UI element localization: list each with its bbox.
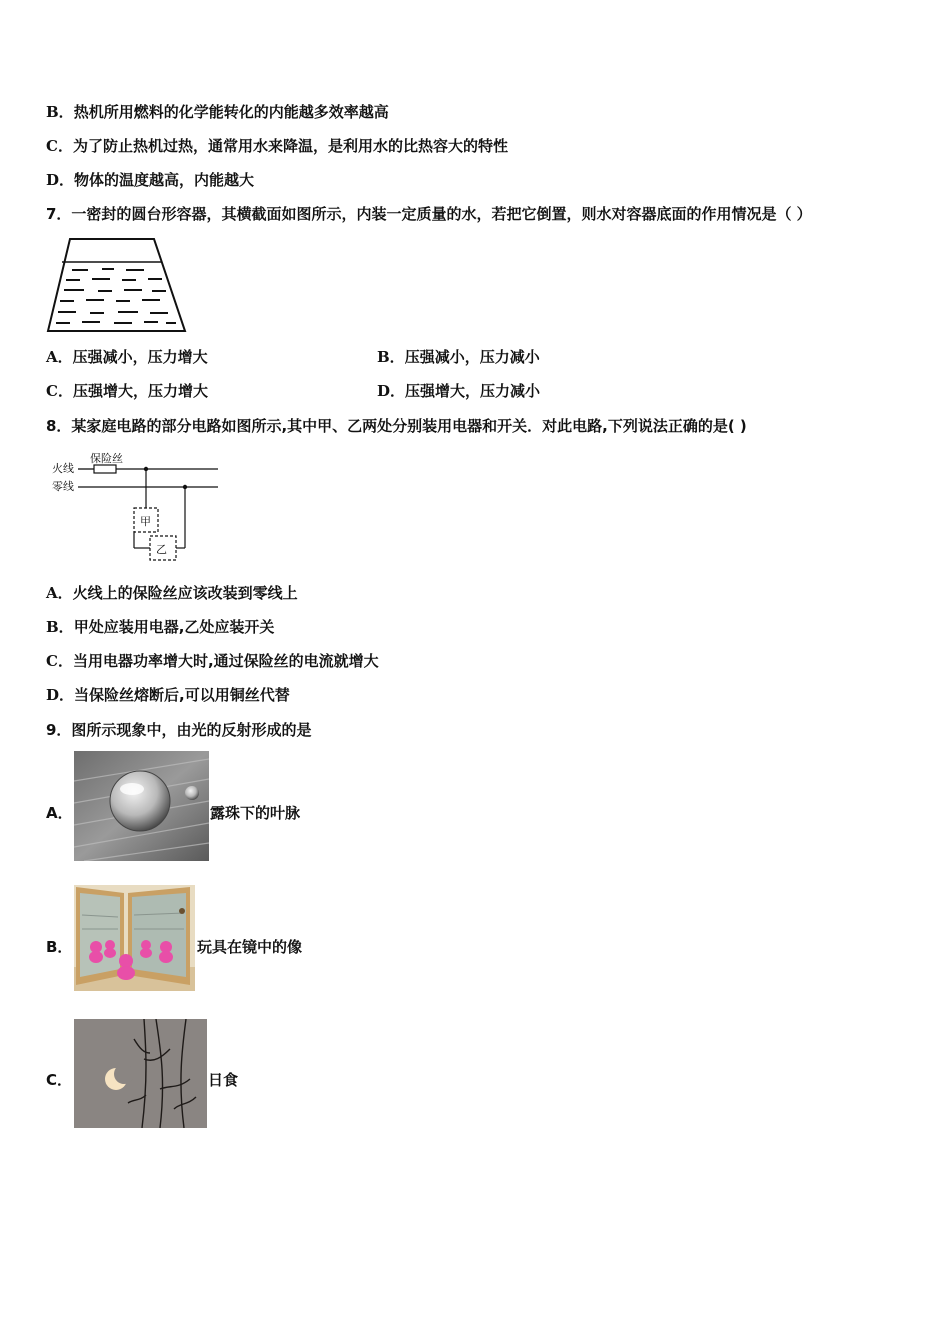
- q9-option-a-text: 露珠下的叶脉: [210, 804, 301, 822]
- option-label: D．: [46, 171, 75, 189]
- q8-stem: 8．某家庭电路的部分电路如图所示,其中甲、乙两处分别装用电器和开关．对此电路,下列说法正确的是( ): [46, 417, 747, 435]
- q7-option-a: [46, 347, 208, 367]
- option-label: B．: [46, 103, 74, 121]
- option-label: B．: [377, 348, 405, 366]
- box-yi-label: 乙: [156, 543, 167, 556]
- option-label: B．: [46, 618, 74, 636]
- q8-option-c: [46, 651, 379, 671]
- option-label: A．: [46, 348, 73, 366]
- q9-option-b-label: B．: [46, 938, 73, 956]
- q9-option-a-label: A．: [46, 804, 73, 822]
- q9-option-c-text: 日食: [208, 1071, 239, 1089]
- option-text: 压强减小，压力减小: [404, 348, 540, 366]
- option-label: C．: [46, 382, 73, 400]
- neutral-wire-label: 零线: [52, 480, 74, 493]
- option-text: 物体的温度越高，内能越大: [74, 171, 255, 189]
- q7-option-d: [377, 381, 540, 401]
- q6-option-d: [46, 170, 254, 190]
- option-label: D．: [46, 686, 75, 704]
- option-text: 当保险丝熔断后,可以用铜丝代替: [74, 686, 290, 704]
- q7-stem: 7．一密封的圆台形容器，其横截面如图所示，内装一定质量的水，若把它倒置，则水对容器底面的作用情况是（ ）: [46, 205, 812, 223]
- box-jia-label: 甲: [140, 515, 151, 528]
- live-wire-label: 火线: [52, 462, 74, 475]
- q6-option-b: [46, 102, 389, 122]
- frustum-container-figure: [44, 236, 190, 334]
- dewdrop-leaf-photo: [74, 751, 209, 861]
- q8-option-a: [46, 583, 298, 603]
- q6-option-c: [46, 136, 508, 156]
- q8-option-d: [46, 685, 290, 705]
- household-circuit-diagram: [50, 450, 222, 564]
- q9-option-b-text: 玩具在镜中的像: [197, 938, 303, 956]
- option-text: 热机所用燃料的化学能转化的内能越多效率越高: [73, 103, 389, 121]
- option-label: C．: [46, 137, 73, 155]
- option-label: A．: [46, 584, 73, 602]
- q9-stem: 9．图所示现象中，由光的反射形成的是: [46, 721, 312, 739]
- option-text: 甲处应装用电器,乙处应装开关: [73, 618, 275, 636]
- q7-option-b: [377, 347, 540, 367]
- option-text: 压强增大，压力增大: [72, 382, 208, 400]
- option-text: 为了防止热机过热，通常用水来降温，是利用水的比热容大的特性: [72, 137, 508, 155]
- fuse-label: 保险丝: [90, 452, 123, 465]
- q9-option-c-label: C．: [46, 1071, 73, 1089]
- fuse-symbol: [94, 465, 116, 473]
- q7-option-c: [46, 381, 208, 401]
- option-text: 火线上的保险丝应该改装到零线上: [72, 584, 298, 602]
- option-text: 压强增大，压力减小: [405, 382, 541, 400]
- option-text: 压强减小，压力增大: [72, 348, 208, 366]
- solar-eclipse-photo: [74, 1019, 207, 1128]
- option-label: C．: [46, 652, 73, 670]
- toy-mirror-photo: [74, 885, 195, 991]
- option-text: 当用电器功率增大时,通过保险丝的电流就增大: [72, 652, 379, 670]
- q8-option-b: [46, 617, 274, 637]
- option-label: D．: [377, 382, 406, 400]
